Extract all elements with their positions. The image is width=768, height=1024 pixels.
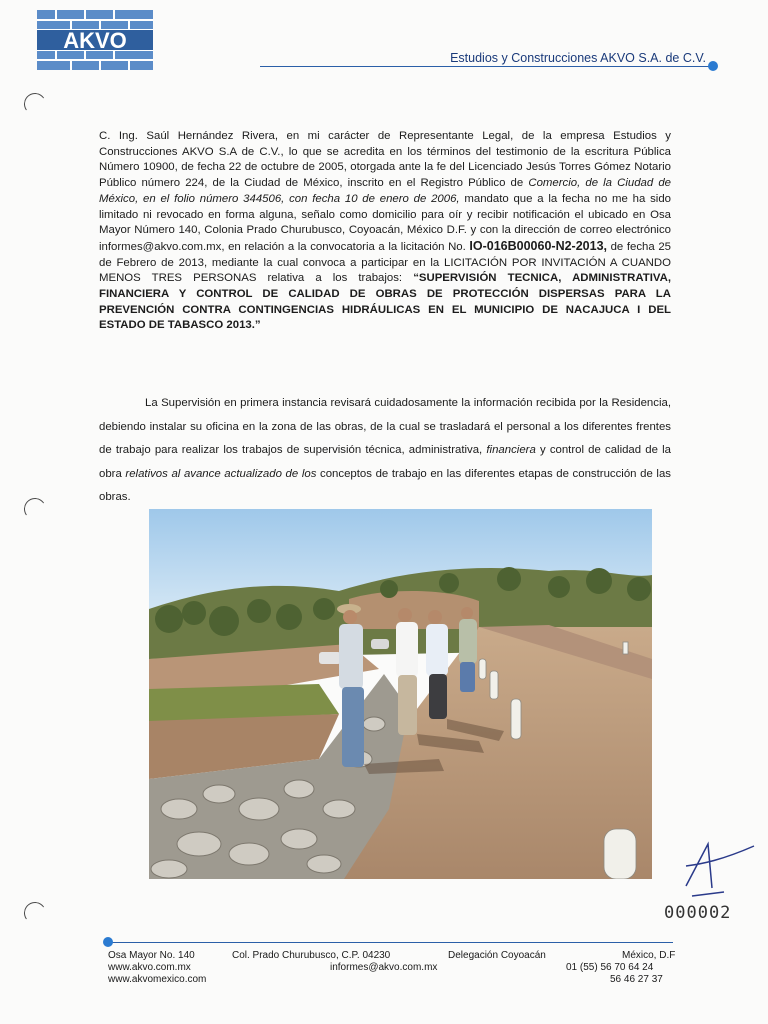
footer-email[interactable]: informes@akvo.com.mx [330, 962, 438, 973]
supervision-paragraph [99, 392, 671, 510]
supervision-text: y control de calidad de la obra [99, 444, 671, 480]
footer-rule [109, 942, 673, 943]
footer-website[interactable]: www.akvo.com.mx [108, 962, 191, 973]
footer-website-alt[interactable]: www.akvomexico.com [108, 974, 207, 985]
supervision-text-italic: relativos al avance actualizado de los [125, 467, 317, 480]
footer-rule-dot [103, 937, 113, 947]
company-name: Estudios y Construcciones AKVO S.A. de C.V. [450, 51, 706, 65]
footer-colonia: Col. Prado Churubusco, C.P. 04230 [232, 950, 391, 961]
handwritten-signature [662, 838, 758, 903]
intro-text-italic: Comercio, de la Ciudad de México, en el folio número 344506, con fecha 10 de enero de 2006, [99, 177, 671, 205]
intro-text: mandato que a la fecha no me ha sido limitado ni revocado en forma alguna, señalo como domicilio para oír y recibir notificación el ubicado en Osa Mayor Número 140, Colonia Prado Churubusco, Coyoacán, México D.F. y con la dirección de correo electrónico informes@akvo.com.mx, en relación a la convocatoria a la licitación No. [99, 192, 671, 253]
page-folio: 000002 [664, 903, 732, 923]
licitacion-number: IO-016B00060-N2-2013, [469, 238, 607, 253]
intro-text: C. Ing. Saúl Hernández Rivera, en mi carácter de Representante Legal, de la empresa Estudios y Construcciones AKVO S.A de C.V., lo que se acredita en los términos del testimonio de la escritura Pública Número 10900, de fecha 22 de octubre de 2005, otorgada ante la fe del Licenciado Jesús Torres Gómez Notario Público número 224, de la Ciudad de México, inscrito en el Registro Público de [99, 130, 671, 190]
header-rule-dot [708, 61, 718, 71]
punch-hole [22, 496, 47, 521]
logo-text: AKVO [63, 28, 127, 53]
akvo-logo [37, 10, 153, 70]
footer-delegacion: Delegación Coyoacán [448, 950, 546, 961]
site-inspection-photo [149, 509, 652, 879]
punch-hole [22, 900, 47, 925]
supervision-text: conceptos de trabajo en las diferentes etapas de construcción de las obras. [99, 467, 671, 504]
intro-paragraph [99, 129, 671, 334]
footer-phone: 01 (55) 56 70 64 24 [566, 962, 654, 973]
supervision-text-italic: financiera [486, 444, 536, 457]
footer-city: México, D.F [622, 950, 676, 961]
header-rule [260, 66, 710, 67]
supervision-text: La Supervisión en primera instancia revisará cuidadosamente la información recibida por la Residencia, debiendo instalar su oficina en la zona de las obras, de la cual se trasladará el personal a los diferentes frentes de trabajo para realizar los trabajos de supervisión técnica, administrativa, [99, 397, 671, 457]
intro-text: de fecha 25 de Febrero de 2013, mediante la cual convoca a participar en la LICITACIÓN POR INVITACIÓN A CUANDO MENOS TRES PERSONAS relativa a los trabajos: [99, 240, 671, 285]
punch-hole [22, 91, 47, 116]
project-title: “SUPERVISIÓN TECNICA, ADMINISTRATIVA, FINANCIERA Y CONTROL DE CALIDAD DE OBRAS DE PROTECCIÓN DISPERSAS PARA LA PREVENCIÓN CONTRA CONTINGENCIAS HIDRÁULICAS EN EL MUNICIPIO DE NACAJUCA I DEL ESTADO DE TABASCO 2013.” [99, 272, 671, 332]
footer-address: Osa Mayor No. 140 [108, 950, 195, 961]
footer-phone-alt: 56 46 27 37 [610, 974, 663, 985]
